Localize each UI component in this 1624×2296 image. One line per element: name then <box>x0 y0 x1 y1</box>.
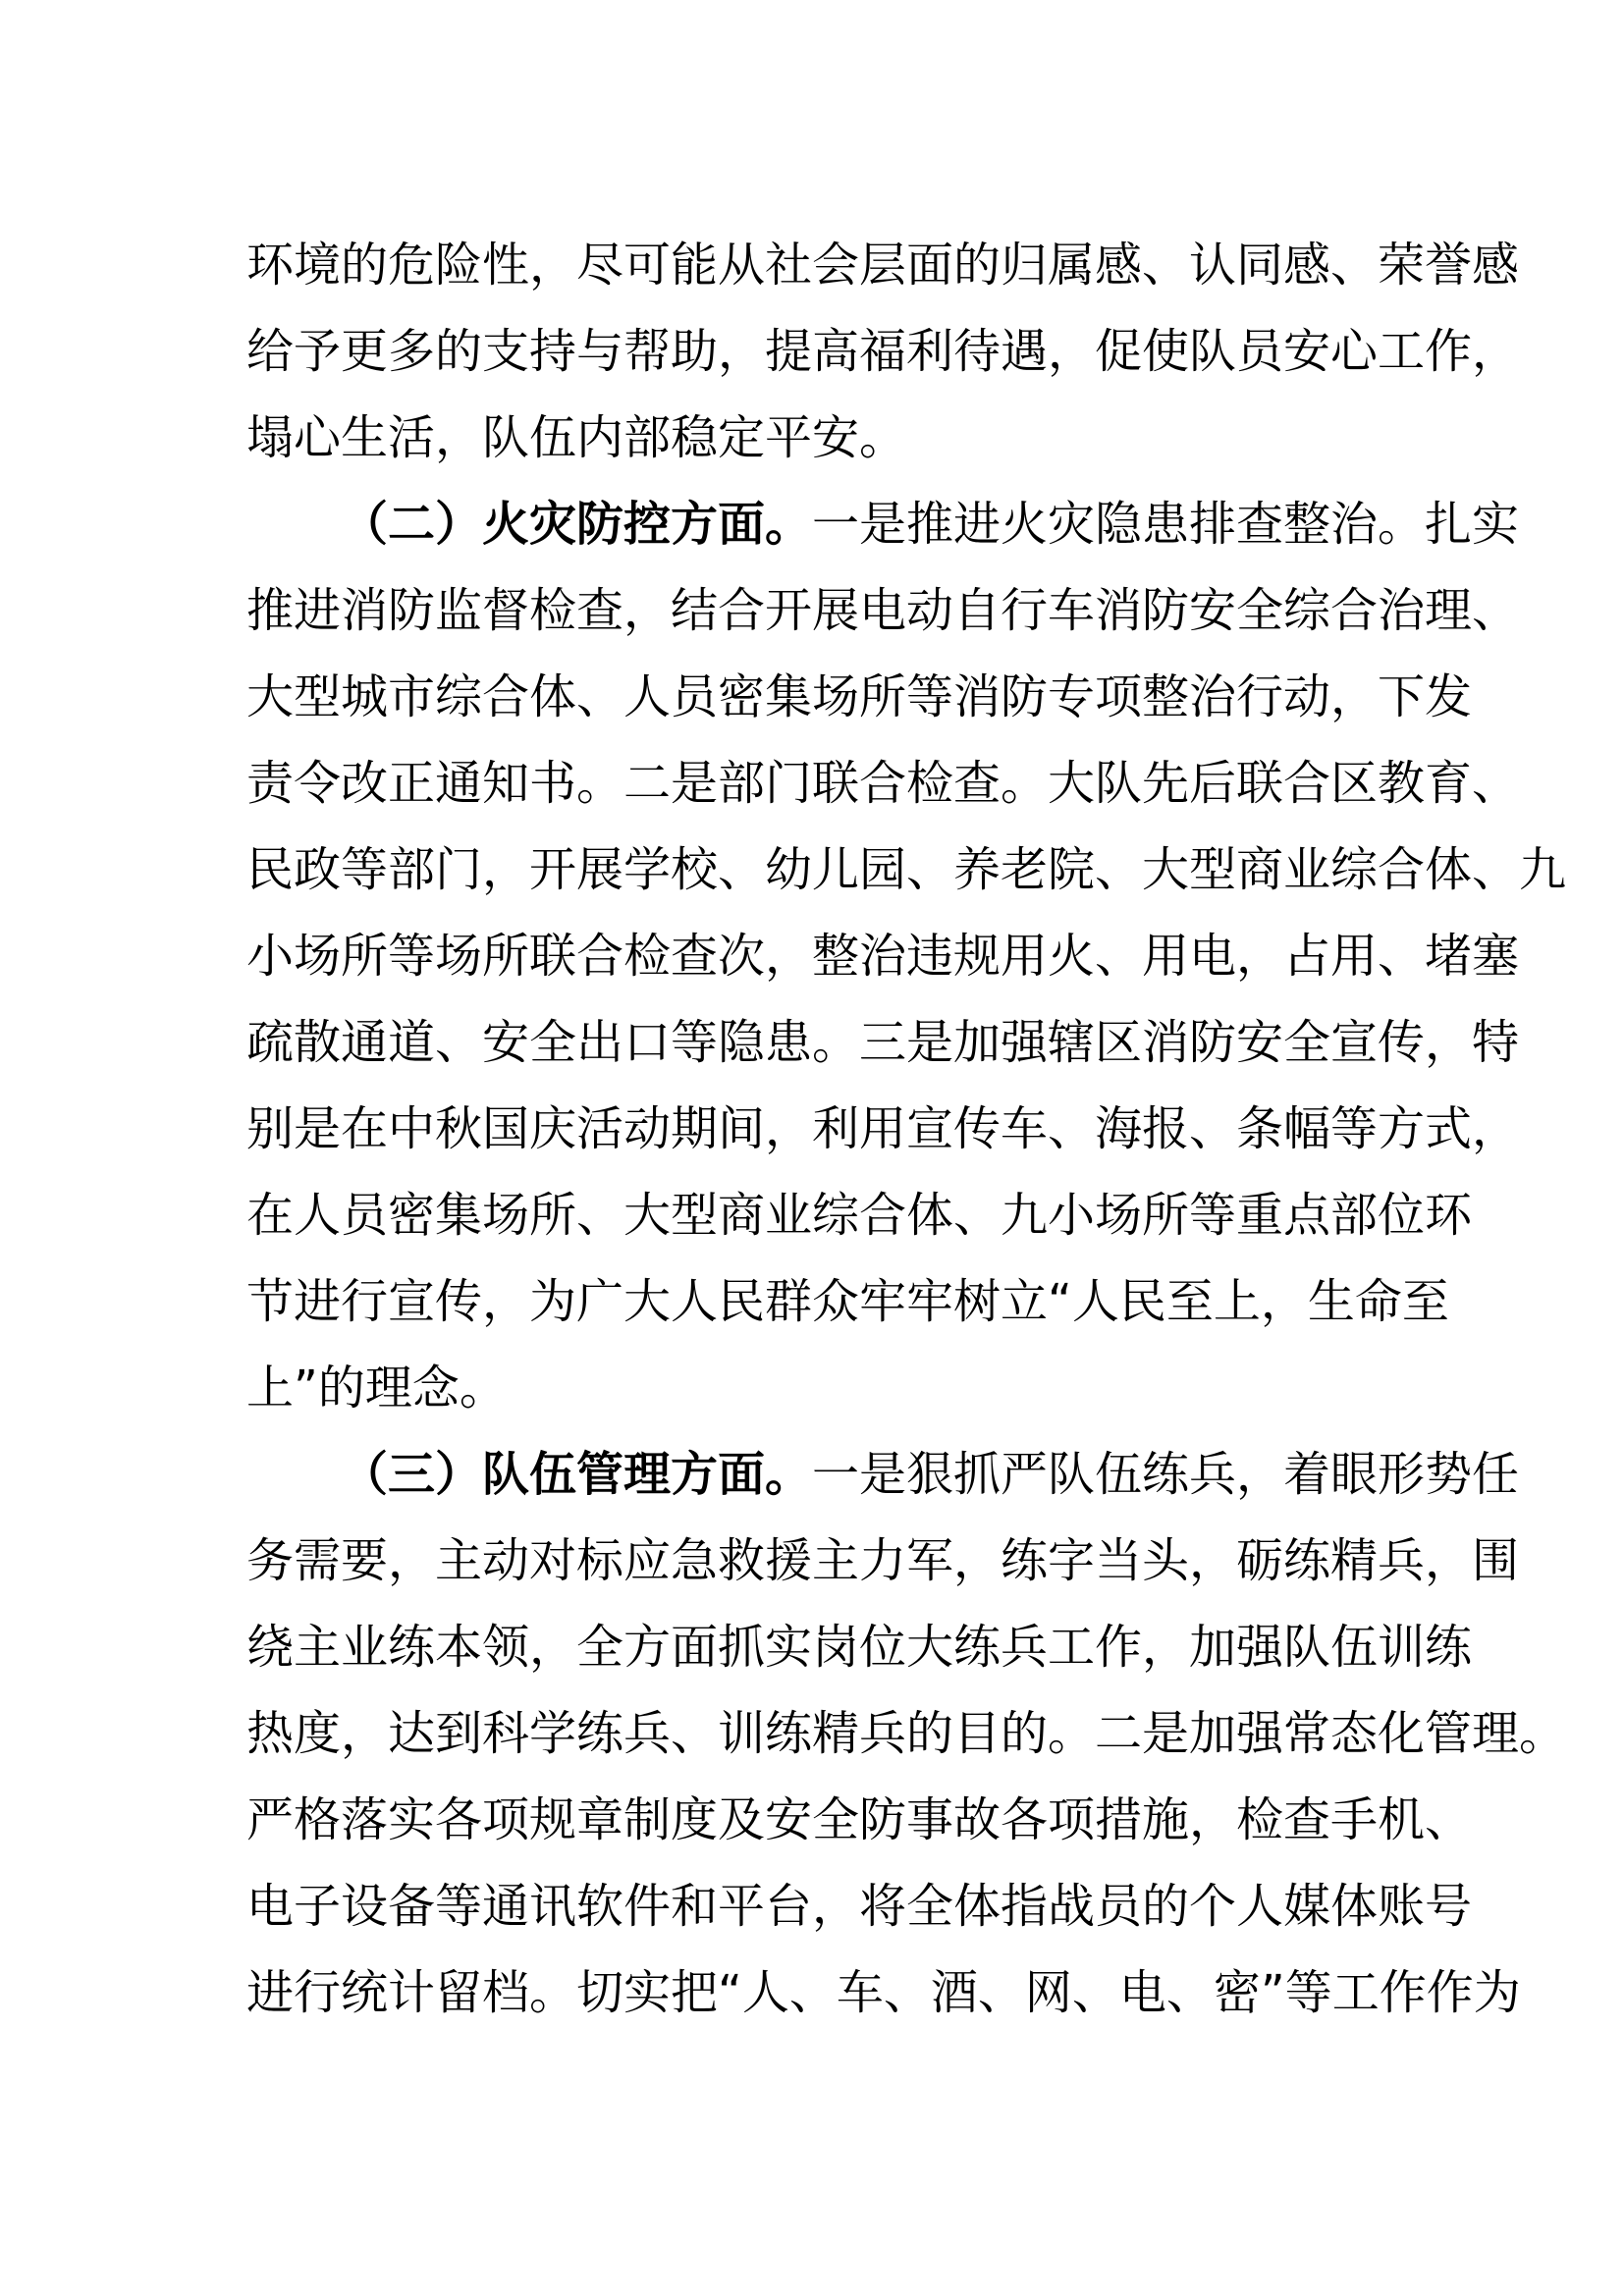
text-line: 责令改正通知书。二是部门联合检查。大队先后联合区教育、 <box>246 756 1520 811</box>
text-line: 小场所等场所联合检查次，整治违规用火、用电，占用、堵塞 <box>246 929 1520 984</box>
text-line: 给予更多的支持与帮助，提高福利待遇，促使队员安心工作， <box>246 324 1520 379</box>
section-3-heading: 队伍管理方面。 <box>482 1447 813 1502</box>
text-line: 塌心生活，队伍内部稳定平安。 <box>246 410 907 465</box>
section-2-first-line <box>246 481 1520 567</box>
text-line: 电子设备等通讯软件和平台，将全体指战员的个人媒体账号 <box>246 1879 1473 1934</box>
text-line: 上”的理念。 <box>246 1361 507 1415</box>
section-2-intro: 一是推进火灾隐患排查整治。扎实 <box>812 497 1520 552</box>
text-line: 疏散通道、安全出口等隐患。三是加强辖区消防安全宣传，特 <box>246 1015 1520 1070</box>
text-line: 务需要，主动对标应急救援主力军，练字当头，砺练精兵，围 <box>246 1533 1520 1588</box>
text-line: 民政等部门，开展学校、幼儿园、养老院、大型商业综合体、九 <box>246 842 1567 897</box>
text-line: 进行统计留档。切实把“人、车、酒、网、电、密”等工作作为 <box>246 1965 1521 2020</box>
text-line: 热度，达到科学练兵、训练精兵的目的。二是加强常态化管理。 <box>246 1706 1567 1761</box>
text-line: 推进消防监督检查，结合开展电动自行车消防安全综合治理、 <box>246 583 1520 638</box>
text-line: 节进行宣传，为广大人民群众牢牢树立“人民至上，生命至 <box>246 1274 1449 1329</box>
section-2-number: （二） <box>341 497 483 552</box>
text-line: 绕主业练本领，全方面抓实岗位大练兵工作，加强队伍训练 <box>246 1620 1473 1675</box>
section-3-first-line <box>246 1431 1520 1518</box>
section-2-heading: 火灾防控方面。 <box>482 497 813 552</box>
text-line: 环境的危险性，尽可能从社会层面的归属感、认同感、荣誉感 <box>246 238 1520 293</box>
text-line: 在人员密集场所、大型商业综合体、九小场所等重点部位环 <box>246 1188 1473 1243</box>
text-line: 大型城市综合体、人员密集场所等消防专项整治行动，下发 <box>246 669 1473 724</box>
section-3-number: （三） <box>341 1447 483 1502</box>
section-3-intro: 一是狠抓严队伍练兵，着眼形势任 <box>812 1447 1520 1502</box>
text-line: 别是在中秋国庆活动期间，利用宣传车、海报、条幅等方式， <box>246 1101 1520 1156</box>
text-line: 严格落实各项规章制度及安全防事故各项措施，检查手机、 <box>246 1792 1473 1847</box>
document-body <box>246 222 1567 2036</box>
